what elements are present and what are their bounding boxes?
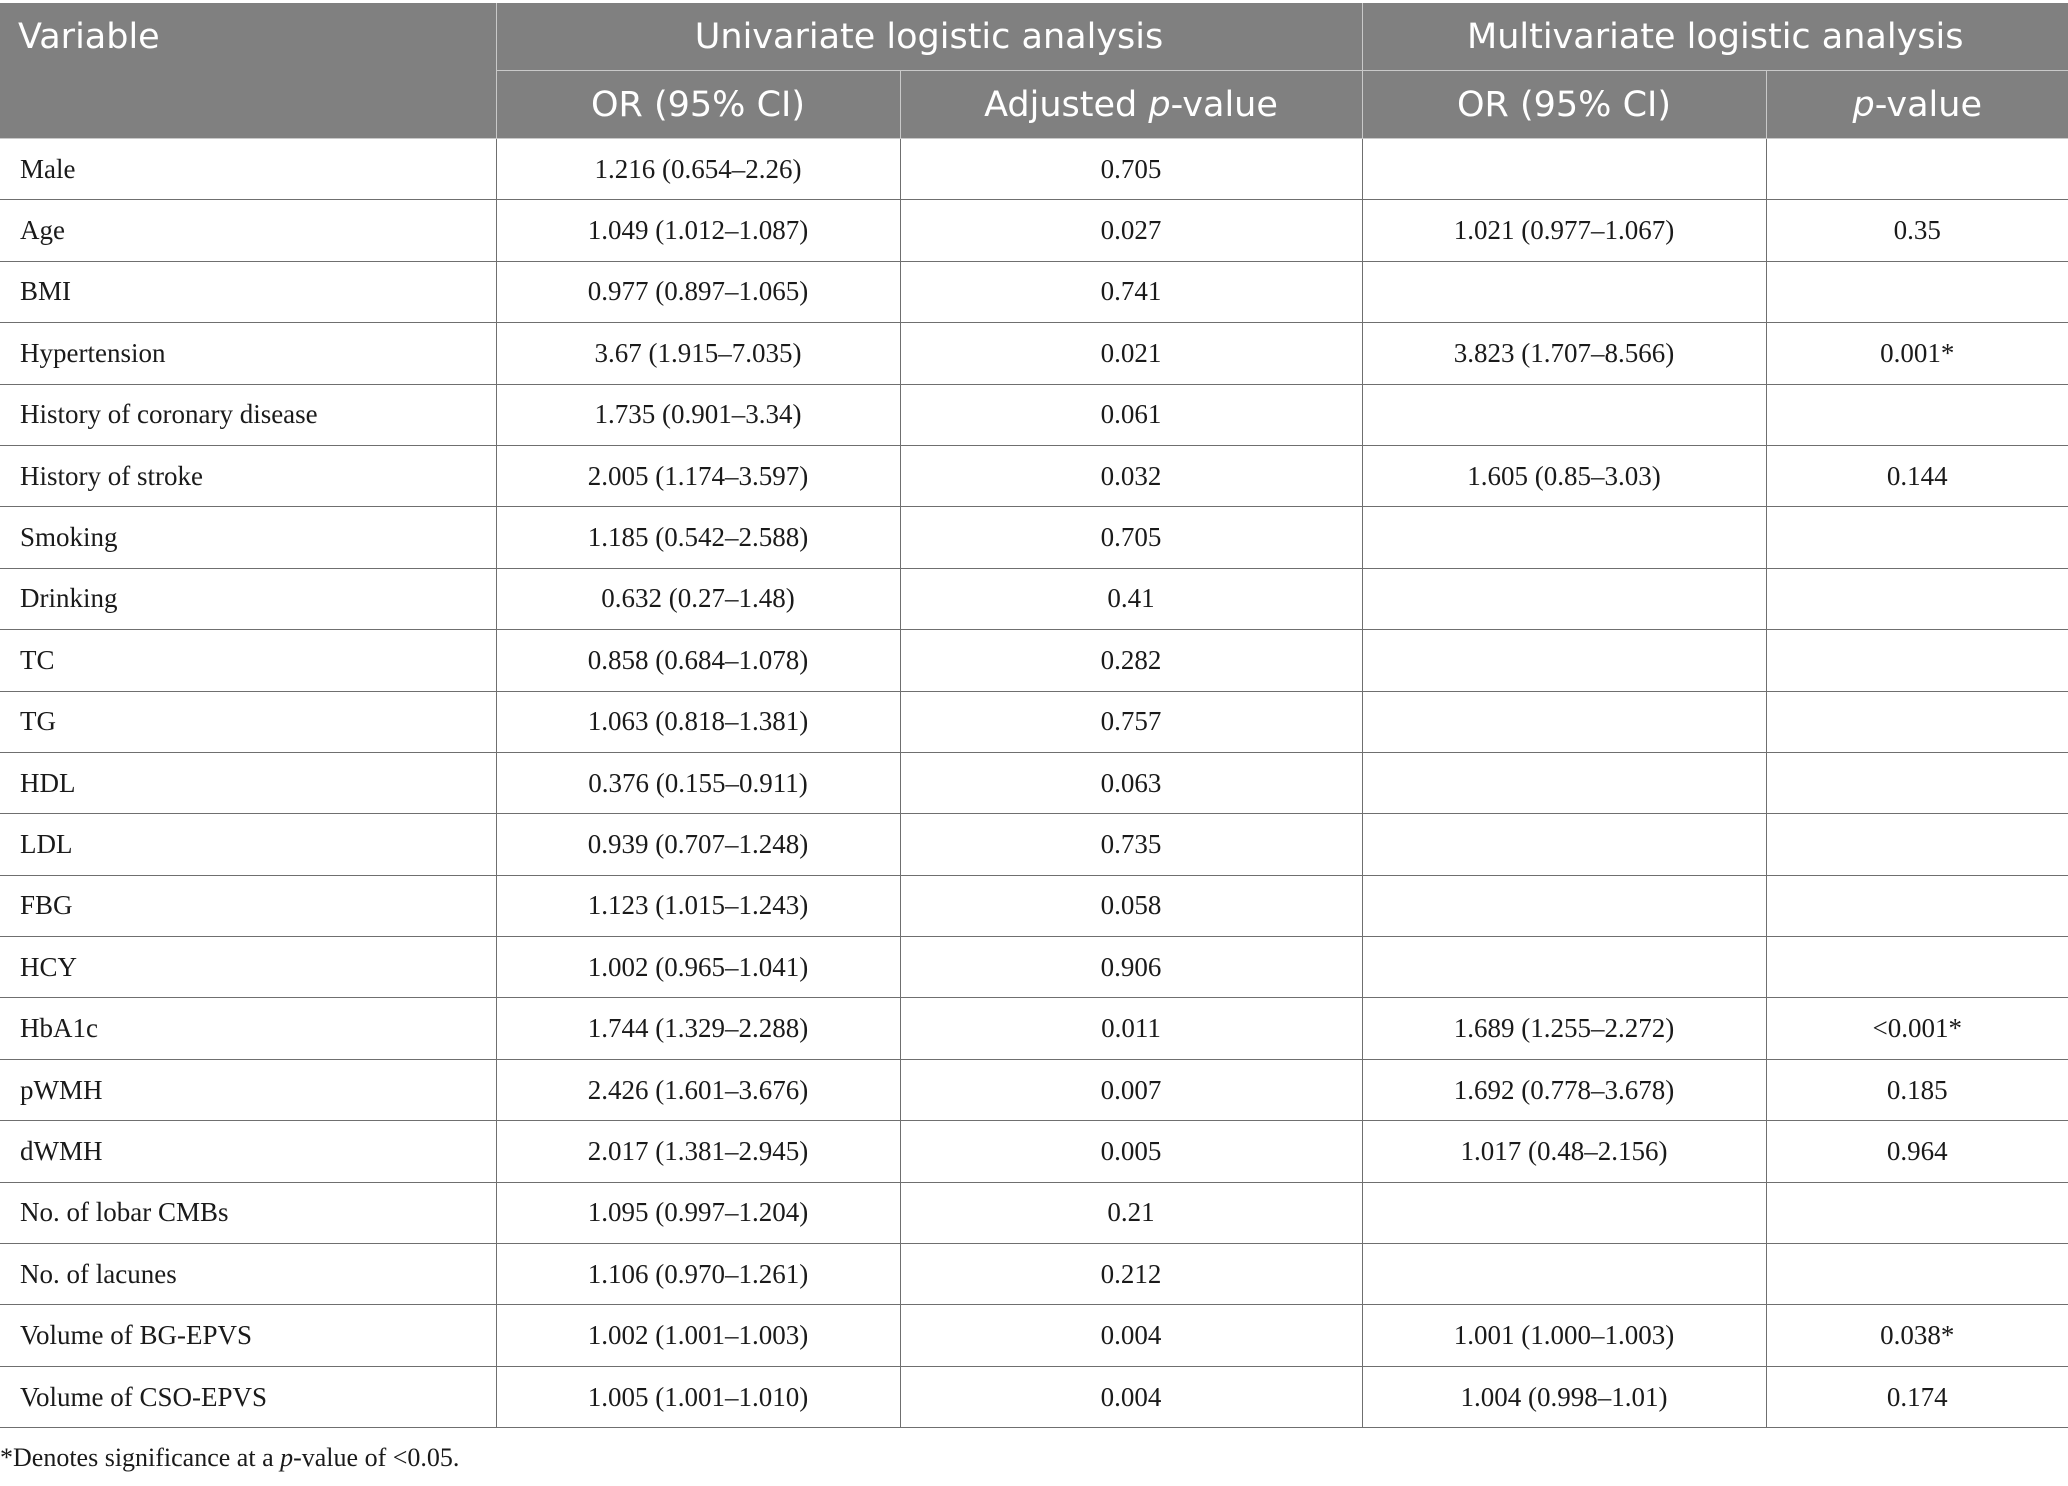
variable-cell: History of stroke: [0, 445, 496, 506]
univariate-p-cell: 0.058: [900, 875, 1362, 936]
variable-column-header: Variable: [0, 3, 496, 139]
variable-cell: Male: [0, 139, 496, 200]
table-row: [0, 384, 2068, 445]
multivariate-or-cell: [1362, 937, 1766, 998]
variable-cell: pWMH: [0, 1059, 496, 1120]
univariate-p-cell: 0.41: [900, 568, 1362, 629]
multivariate-p-cell: [1766, 261, 2068, 322]
table-row: [0, 998, 2068, 1059]
univariate-p-cell: 0.011: [900, 998, 1362, 1059]
multivariate-or-cell: [1362, 630, 1766, 691]
multivariate-or-cell: [1362, 1182, 1766, 1243]
multivariate-or-cell: 3.823 (1.707–8.566): [1362, 323, 1766, 384]
multivariate-or-cell: 1.001 (1.000–1.003): [1362, 1305, 1766, 1366]
univariate-or-cell: 0.977 (0.897–1.065): [496, 261, 900, 322]
table-row: [0, 1244, 2068, 1305]
variable-cell: Volume of CSO-EPVS: [0, 1366, 496, 1427]
header-row-groups: [0, 3, 2068, 71]
univariate-p-cell: 0.212: [900, 1244, 1362, 1305]
table-row: [0, 1182, 2068, 1243]
univariate-or-cell: 1.735 (0.901–3.34): [496, 384, 900, 445]
variable-cell: Smoking: [0, 507, 496, 568]
univariate-p-cell: 0.007: [900, 1059, 1362, 1120]
univariate-or-cell: 1.002 (0.965–1.041): [496, 937, 900, 998]
multivariate-p-cell: [1766, 1244, 2068, 1305]
univariate-or-cell: 1.185 (0.542–2.588): [496, 507, 900, 568]
variable-cell: TG: [0, 691, 496, 752]
univariate-or-cell: 1.106 (0.970–1.261): [496, 1244, 900, 1305]
univariate-group-header: Univariate logistic analysis: [496, 3, 1362, 71]
univariate-or-cell: 1.744 (1.329–2.288): [496, 998, 900, 1059]
multivariate-or-cell: 1.004 (0.998–1.01): [1362, 1366, 1766, 1427]
table-row: [0, 875, 2068, 936]
multivariate-or-cell: [1362, 261, 1766, 322]
table-row: [0, 200, 2068, 261]
table-body: [0, 139, 2068, 1428]
univariate-p-header: [900, 71, 1362, 139]
table-footnote: [0, 1443, 459, 1473]
univariate-or-cell: 1.123 (1.015–1.243): [496, 875, 900, 936]
variable-cell: dWMH: [0, 1121, 496, 1182]
multivariate-or-cell: [1362, 814, 1766, 875]
multivariate-p-cell: [1766, 691, 2068, 752]
results-table-container: [0, 3, 2068, 1428]
table-row: [0, 691, 2068, 752]
univariate-p-cell: 0.027: [900, 200, 1362, 261]
univariate-or-cell: 2.426 (1.601–3.676): [496, 1059, 900, 1120]
variable-cell: HCY: [0, 937, 496, 998]
univariate-p-cell: 0.705: [900, 507, 1362, 568]
univariate-or-cell: 1.095 (0.997–1.204): [496, 1182, 900, 1243]
multivariate-p-cell: [1766, 507, 2068, 568]
multivariate-p-cell: 0.038*: [1766, 1305, 2068, 1366]
multivariate-p-italic: p: [1852, 84, 1875, 125]
univariate-or-cell: 0.858 (0.684–1.078): [496, 630, 900, 691]
multivariate-p-cell: [1766, 752, 2068, 813]
table-row: [0, 323, 2068, 384]
univariate-or-cell: 1.216 (0.654–2.26): [496, 139, 900, 200]
univariate-or-cell: 0.632 (0.27–1.48): [496, 568, 900, 629]
table-row: [0, 445, 2068, 506]
footnote-prefix: *Denotes significance at a: [0, 1443, 281, 1472]
variable-cell: No. of lacunes: [0, 1244, 496, 1305]
multivariate-or-cell: 1.021 (0.977–1.067): [1362, 200, 1766, 261]
multivariate-p-cell: [1766, 814, 2068, 875]
table-row: [0, 139, 2068, 200]
univariate-p-cell: 0.21: [900, 1182, 1362, 1243]
table-header: [0, 3, 2068, 139]
univariate-or-cell: 2.005 (1.174–3.597): [496, 445, 900, 506]
variable-cell: Hypertension: [0, 323, 496, 384]
univariate-or-cell: 0.939 (0.707–1.248): [496, 814, 900, 875]
multivariate-or-cell: 1.692 (0.778–3.678): [1362, 1059, 1766, 1120]
univariate-or-header: OR (95% CI): [496, 71, 900, 139]
multivariate-or-cell: [1362, 139, 1766, 200]
univariate-p-cell: 0.063: [900, 752, 1362, 813]
variable-cell: History of coronary disease: [0, 384, 496, 445]
univariate-p-cell: 0.032: [900, 445, 1362, 506]
univariate-p-cell: 0.005: [900, 1121, 1362, 1182]
variable-cell: Volume of BG-EPVS: [0, 1305, 496, 1366]
univariate-p-suffix: -value: [1170, 84, 1278, 125]
multivariate-p-cell: 0.001*: [1766, 323, 2068, 384]
multivariate-p-cell: 0.144: [1766, 445, 2068, 506]
multivariate-p-cell: [1766, 1182, 2068, 1243]
univariate-or-cell: 3.67 (1.915–7.035): [496, 323, 900, 384]
univariate-or-cell: 0.376 (0.155–0.911): [496, 752, 900, 813]
multivariate-or-cell: 1.605 (0.85–3.03): [1362, 445, 1766, 506]
univariate-p-cell: 0.021: [900, 323, 1362, 384]
univariate-p-cell: 0.705: [900, 139, 1362, 200]
table-row: [0, 261, 2068, 322]
univariate-p-cell: 0.061: [900, 384, 1362, 445]
multivariate-or-cell: 1.017 (0.48–2.156): [1362, 1121, 1766, 1182]
univariate-p-cell: 0.757: [900, 691, 1362, 752]
table-row: [0, 814, 2068, 875]
multivariate-p-cell: [1766, 139, 2068, 200]
univariate-p-prefix: Adjusted: [984, 84, 1149, 125]
univariate-p-cell: 0.004: [900, 1366, 1362, 1427]
variable-cell: LDL: [0, 814, 496, 875]
footnote-suffix: -value of <0.05.: [293, 1443, 460, 1472]
multivariate-p-cell: [1766, 568, 2068, 629]
table-row: [0, 568, 2068, 629]
variable-cell: BMI: [0, 261, 496, 322]
multivariate-or-cell: [1362, 691, 1766, 752]
univariate-or-cell: 1.005 (1.001–1.010): [496, 1366, 900, 1427]
table-row: [0, 1305, 2068, 1366]
table-row: [0, 752, 2068, 813]
univariate-or-cell: 2.017 (1.381–2.945): [496, 1121, 900, 1182]
multivariate-group-header: Multivariate logistic analysis: [1362, 3, 2068, 71]
univariate-p-cell: 0.282: [900, 630, 1362, 691]
multivariate-p-header: [1766, 71, 2068, 139]
multivariate-or-cell: [1362, 1244, 1766, 1305]
multivariate-or-cell: [1362, 875, 1766, 936]
multivariate-or-cell: [1362, 384, 1766, 445]
multivariate-or-cell: [1362, 507, 1766, 568]
univariate-p-cell: 0.735: [900, 814, 1362, 875]
table-row: [0, 1121, 2068, 1182]
multivariate-p-cell: [1766, 384, 2068, 445]
table-row: [0, 507, 2068, 568]
univariate-or-cell: 1.063 (0.818–1.381): [496, 691, 900, 752]
univariate-p-cell: 0.741: [900, 261, 1362, 322]
multivariate-or-cell: 1.689 (1.255–2.272): [1362, 998, 1766, 1059]
multivariate-p-cell: 0.185: [1766, 1059, 2068, 1120]
variable-cell: HbA1c: [0, 998, 496, 1059]
variable-cell: FBG: [0, 875, 496, 936]
multivariate-or-header: OR (95% CI): [1362, 71, 1766, 139]
variable-cell: HDL: [0, 752, 496, 813]
multivariate-or-cell: [1362, 568, 1766, 629]
univariate-or-cell: 1.049 (1.012–1.087): [496, 200, 900, 261]
univariate-p-italic: p: [1148, 84, 1171, 125]
multivariate-p-cell: [1766, 875, 2068, 936]
multivariate-p-cell: <0.001*: [1766, 998, 2068, 1059]
multivariate-p-cell: 0.35: [1766, 200, 2068, 261]
variable-cell: No. of lobar CMBs: [0, 1182, 496, 1243]
multivariate-p-cell: [1766, 630, 2068, 691]
univariate-p-cell: 0.004: [900, 1305, 1362, 1366]
logistic-analysis-table: [0, 3, 2068, 1428]
table-row: [0, 630, 2068, 691]
variable-cell: TC: [0, 630, 496, 691]
table-row: [0, 1366, 2068, 1427]
variable-cell: Age: [0, 200, 496, 261]
multivariate-p-cell: 0.964: [1766, 1121, 2068, 1182]
multivariate-p-suffix: -value: [1874, 84, 1982, 125]
multivariate-p-cell: 0.174: [1766, 1366, 2068, 1427]
multivariate-or-cell: [1362, 752, 1766, 813]
variable-cell: Drinking: [0, 568, 496, 629]
univariate-p-cell: 0.906: [900, 937, 1362, 998]
footnote-italic: p: [280, 1443, 294, 1472]
multivariate-p-cell: [1766, 937, 2068, 998]
table-row: [0, 1059, 2068, 1120]
univariate-or-cell: 1.002 (1.001–1.003): [496, 1305, 900, 1366]
table-row: [0, 937, 2068, 998]
